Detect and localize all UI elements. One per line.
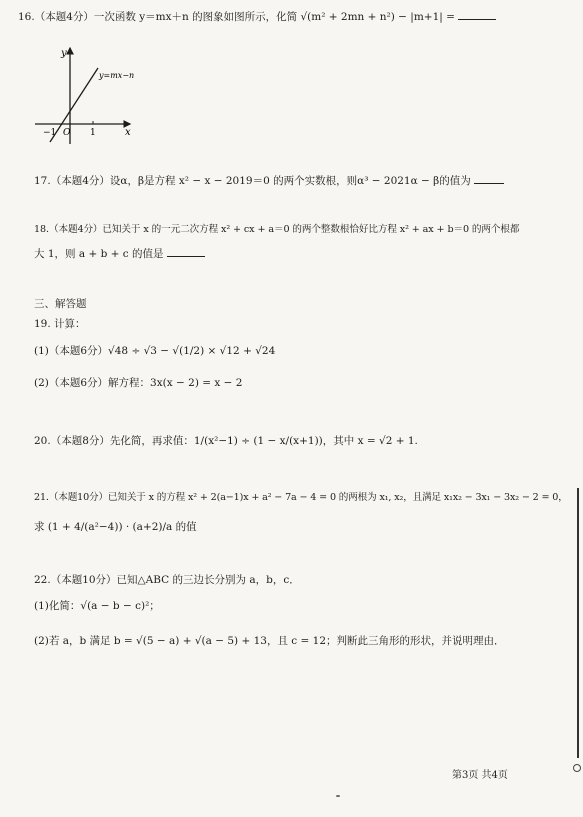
- question-18-text-2: 大 1，则 a + b + c 的值是: [34, 248, 164, 260]
- question-17-text: 17.（本题4分）设α，β是方程 x² − x − 2019＝0 的两个实数根，则α³ − 2021α − β的值为: [34, 175, 471, 187]
- question-20: 20.（本题8分）先化简，再求值：1/(x²−1) ÷ (1 − x/(x+1))，其中 x = √2 + 1.: [34, 435, 418, 447]
- question-18-text-1: 18.（本题4分）已知关于 x 的一元二次方程 x² + cx + a＝0 的两个整数根恰好比方程 x² + ax + b＝0 的两个根都: [34, 224, 520, 235]
- scan-mark: [573, 764, 581, 772]
- answer-blank-18: [167, 246, 205, 257]
- function-graph: [30, 38, 150, 148]
- question-22-part-1: (1)化简：√(a − b − c)²；: [34, 600, 160, 612]
- answer-blank-16: [458, 9, 496, 20]
- question-19-part-1: (1)（本题6分）√48 ÷ √3 − √(1/2) × √12 + √24: [34, 345, 276, 357]
- section-title: 三、解答题: [34, 298, 87, 310]
- tick-pos-label: 1: [90, 128, 96, 138]
- answer-blank-17: [474, 173, 504, 184]
- question-21-text-1: 21.（本题10分）已知关于 x 的方程 x² + 2(a−1)x + a² − 7a − 4 = 0 的两根为 x₁, x₂，且满足 x₁x₂ − 3x₁ − 3x₂ − 2 = 0，: [34, 492, 568, 503]
- scan-edge-line: [577, 488, 579, 758]
- tick-neg-label: −1: [43, 128, 57, 138]
- question-21-line1: [34, 490, 568, 505]
- page-number: 第3页 共4页: [452, 770, 508, 781]
- question-19-title: 19. 计算：: [34, 318, 86, 330]
- question-22-part-2: (2)若 a，b 满足 b = √(5 − a) + √(a − 5) + 13，且 c = 12；判断此三角形的形状，并说明理由．: [34, 635, 505, 647]
- question-19-part-2: (2)（本题6分）解方程：3x(x − 2) = x − 2: [34, 377, 243, 389]
- scan-speck: [336, 795, 340, 797]
- question-17: [34, 173, 504, 189]
- question-22-title: 22.（本题10分）已知△ABC 的三边长分别为 a，b，c．: [34, 574, 300, 586]
- line-label: y=mx−n: [99, 71, 135, 80]
- origin-label: O: [63, 128, 71, 138]
- question-16: [18, 9, 496, 25]
- y-axis-label: y: [61, 48, 67, 59]
- question-16-text: 16.（本题4分）一次函数 y＝mx＋n 的图象如图所示，化简 √(m² + 2mn + n²) − |m+1| =: [18, 11, 455, 23]
- x-axis-label: x: [125, 127, 131, 138]
- question-18-line1: [34, 222, 519, 237]
- question-21-line2: 求 (1 + 4/(a²−4)) · (a+2)/a 的值: [34, 521, 197, 533]
- question-18-line2: [34, 246, 205, 262]
